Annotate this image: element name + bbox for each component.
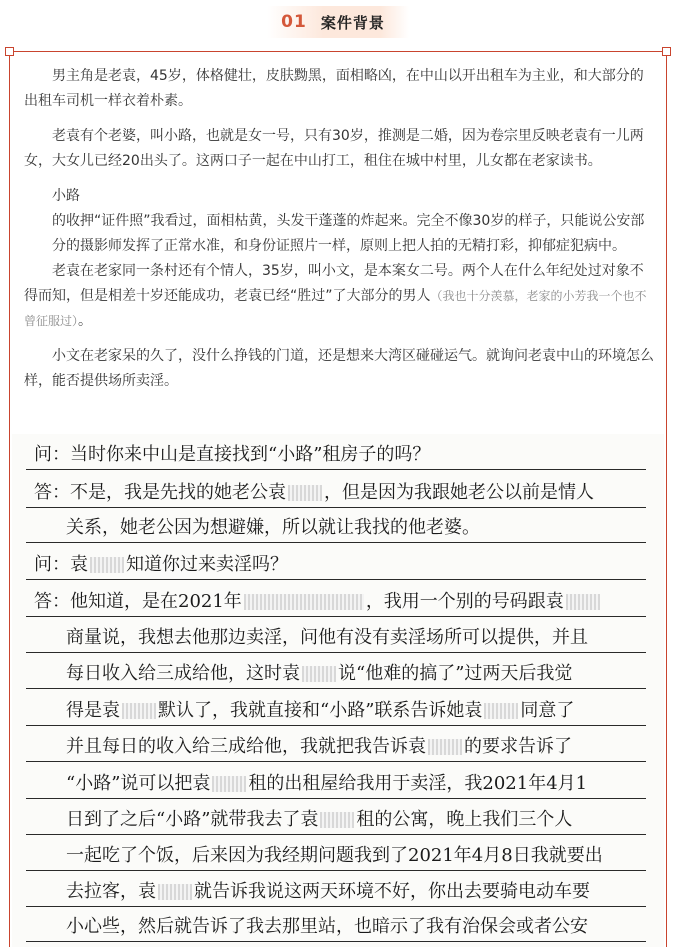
transcript-line: “小路”说可以把袁 租的出租屋给我用于卖淫，我2021年4月1 — [12, 767, 664, 801]
paragraph-2: 老袁有个老婆，叫小路，也就是女一号，只有30岁，推测是二婚，因为卷宗里反映老袁有一儿两女，大女儿已经20出头了。这两口子一起在中山打工，租住在城中村里，儿女都在老家读书。 — [24, 128, 644, 169]
scanned-transcript — [12, 434, 664, 947]
paragraph-3-name: 小路 — [52, 188, 80, 204]
redaction — [484, 703, 518, 719]
paragraph-4-end: 。 — [78, 313, 93, 329]
transcript-line: 小心些，然后就告诉了我去那里站，也暗示了我有治保会或者公安 — [12, 910, 664, 944]
frame-border-top — [9, 51, 667, 52]
paragraph-4 — [24, 259, 656, 334]
paragraph-1: 男主角是老袁，45岁，体格健壮，皮肤黝黑，面相略凶，在中山以开出租车为主业，和大部分的出租车司机一样衣着朴素。 — [24, 68, 644, 109]
redaction — [288, 485, 322, 501]
frame-corner-right — [662, 47, 671, 56]
transcript-line: 关系，她老公因为想避嫌，所以就让我找的他老婆。 — [12, 511, 664, 545]
redaction — [302, 666, 336, 682]
transcript-line: 商量说，我想去他那边卖淫，问他有没有卖淫场所可以提供，并且 — [12, 621, 664, 655]
transcript-line: 去拉客，袁 就告诉我说这两天环境不好，你出去要骑电动车要 — [12, 875, 664, 909]
paragraph-5: 小文在老家呆的久了，没什么挣钱的门道，还是想来大湾区碰碰运气。就询问老袁中山的环境怎么样，能否提供场所卖淫。 — [24, 348, 654, 389]
article-body — [24, 64, 656, 394]
transcript-line: 得是袁 默认了，我就直接和“小路”联系告诉她袁 同意了 — [12, 694, 664, 728]
redaction — [320, 812, 354, 828]
section-header-banner — [267, 6, 409, 38]
paragraph-4-aside: （我也十分羡慕，老家的小芳我一个也不曾征服过） — [24, 289, 647, 328]
frame-border-right — [666, 51, 667, 947]
redaction — [90, 557, 124, 573]
frame-corner-left — [5, 47, 14, 56]
transcript-line: 答：他知道，是在2021年 ，我用一个别的号码跟袁 — [12, 585, 664, 619]
section-title: 案件背景 — [320, 13, 385, 32]
transcript-line: 问：袁 知道你过来卖淫吗？ — [12, 548, 664, 582]
transcript-line: 每日收入给三成给他，这时袁 说“他难的搞了”过两天后我觉 — [12, 657, 664, 691]
section-number: 01 — [281, 12, 307, 32]
frame-border-left — [9, 51, 10, 947]
transcript-line: 问：当时你来中山是直接找到“小路”租房子的吗？ — [12, 438, 664, 472]
redaction — [566, 594, 600, 610]
transcript-line: 并且每日的收入给三成给他，我就把我告诉袁 的要求告诉了 — [12, 730, 664, 764]
transcript-line: 一起吃了个饭，后来因为我经期问题我到了2021年4月8日我就要出 — [12, 839, 664, 873]
redaction — [158, 884, 192, 900]
paragraph-3-text: 的收押“证件照”我看过，面相枯黄，头发干蓬蓬的炸起来。完全不像30岁的样子，只能说公安部分的摄影师发挥了正常水准，和身份证照片一样，原则上把人拍的无精打彩，抑郁症犯病中。 — [52, 213, 645, 254]
section-header — [0, 0, 676, 44]
redaction — [428, 739, 462, 755]
redaction — [122, 703, 156, 719]
redaction — [212, 776, 246, 792]
transcript-line: 答：不是，我是先找的她老公袁 ，但是因为我跟她老公以前是情人 — [12, 476, 664, 510]
redaction — [244, 594, 364, 610]
paragraph-3 — [24, 209, 656, 259]
paragraph-4-text: 老袁在老家同一条村还有个情人，35岁，叫小文，是本案女二号。两个人在什么年纪处过对象不得而知，但是相差十岁还能成功，老袁已经“胜过”了大部分的男人 — [24, 263, 644, 304]
transcript-line: 日到了之后“小路”就带我去了袁 租的公寓，晚上我们三个人 — [12, 803, 664, 837]
